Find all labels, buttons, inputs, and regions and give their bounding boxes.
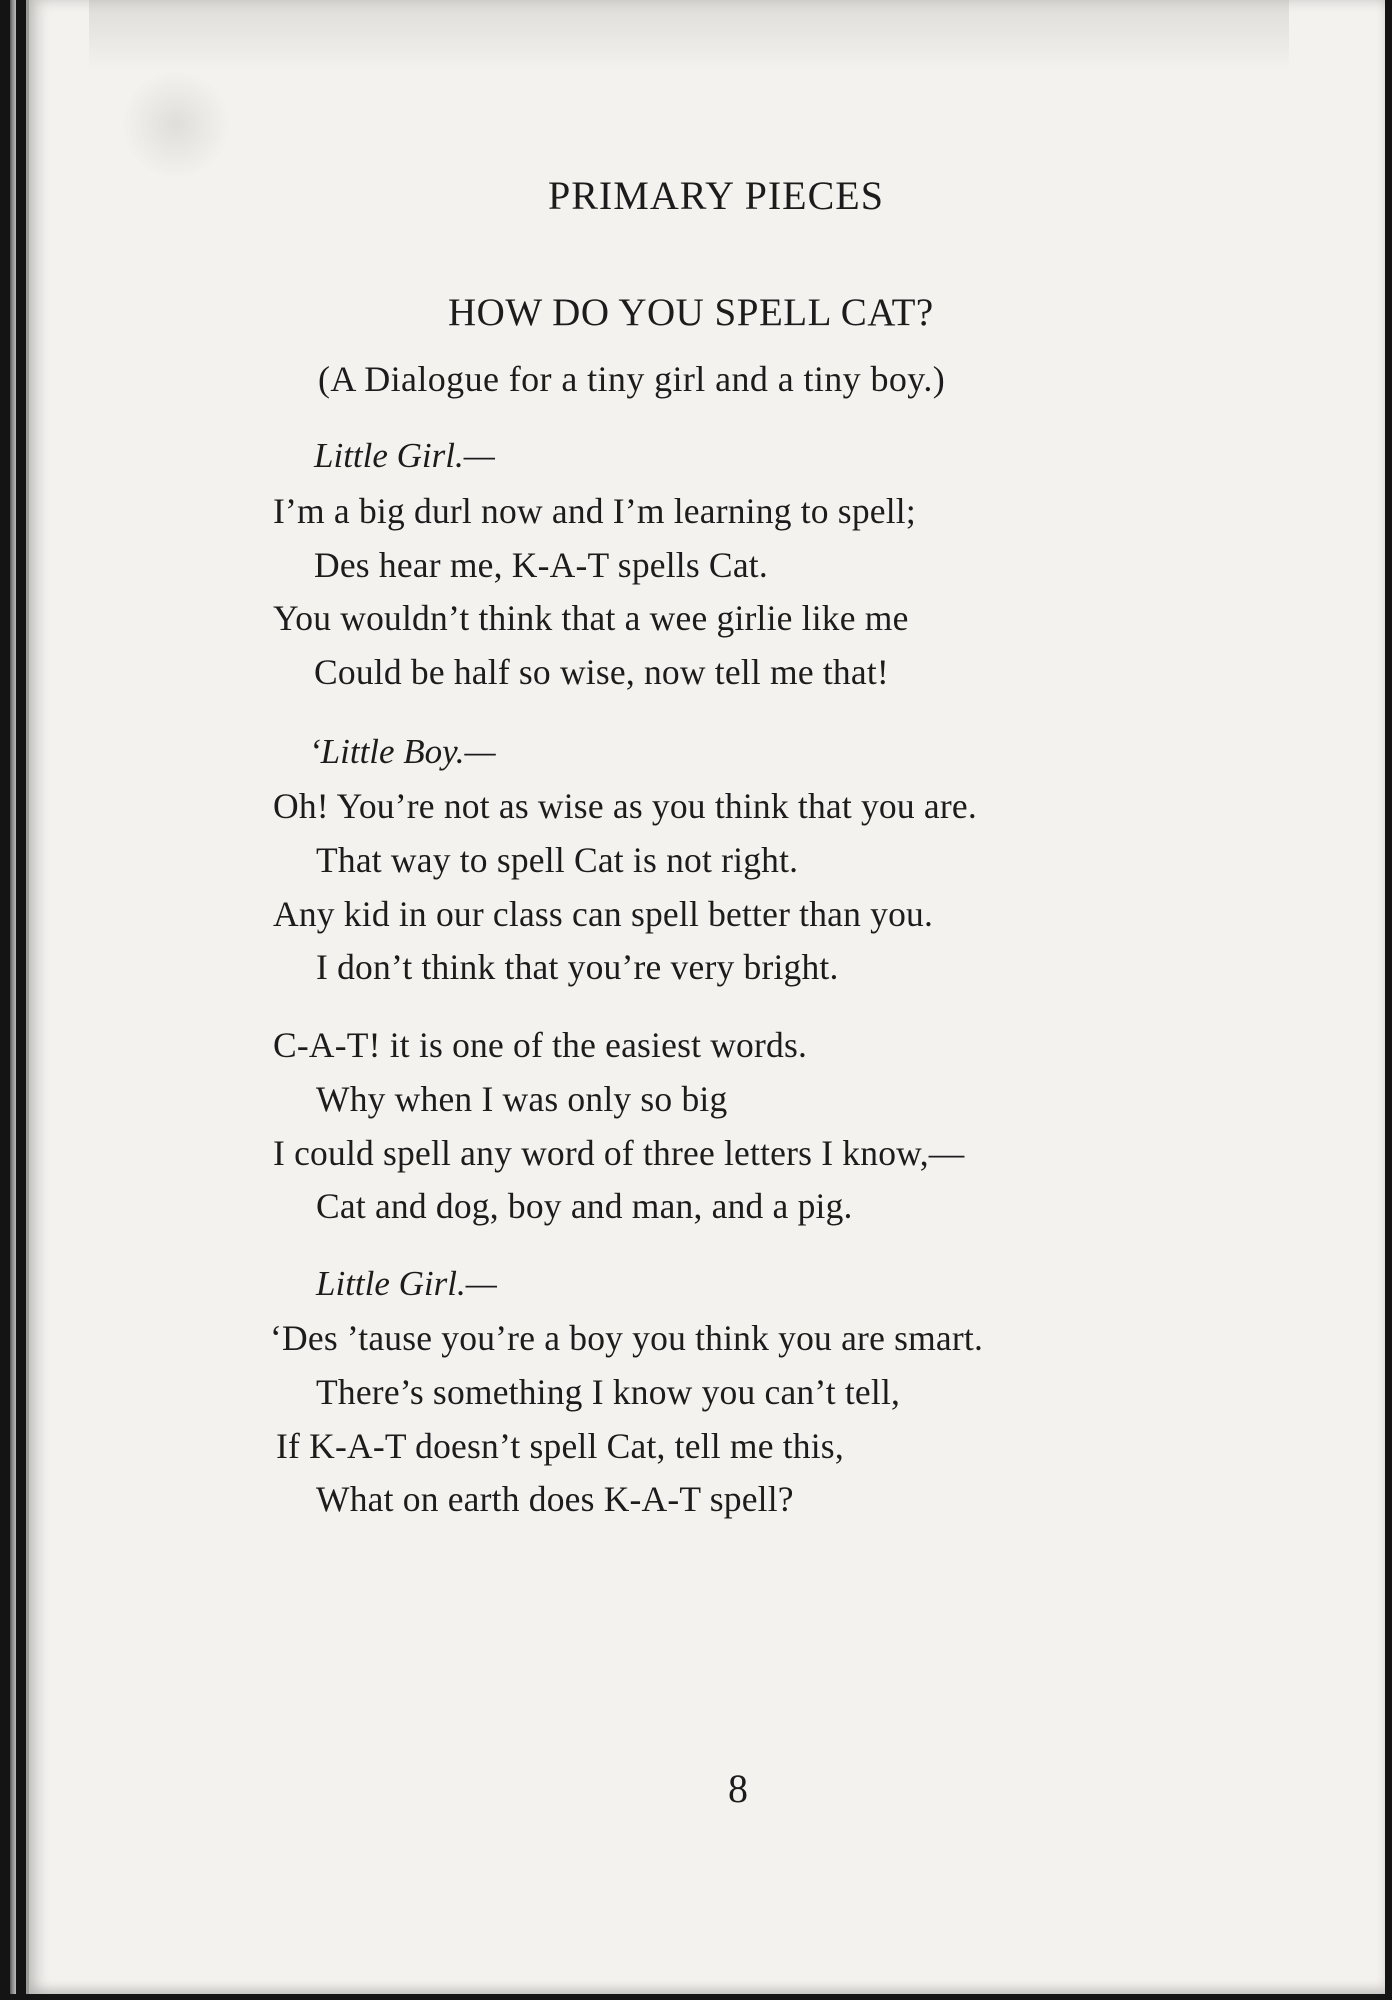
verse-line: Any kid in our class can spell better than you.	[273, 894, 934, 934]
verse-line: C-A-T! it is one of the easiest words.	[273, 1025, 808, 1065]
poem-subtitle: (A Dialogue for a tiny girl and a tiny boy.)	[318, 359, 946, 399]
verse-line: Oh! You’re not as wise as you think that you are.	[273, 786, 977, 826]
poem-title: HOW DO YOU SPELL CAT?	[448, 291, 934, 334]
verse-line: What on earth does K-A-T spell?	[316, 1479, 794, 1519]
verse-line: Cat and dog, boy and man, and a pig.	[316, 1186, 853, 1226]
verse-line: If K-A-T doesn’t spell Cat, tell me this,	[276, 1426, 844, 1466]
speaker-label: Little Girl.—	[316, 1264, 497, 1303]
verse-line: I could spell any word of three letters I know,—	[273, 1133, 965, 1173]
verse-line: There’s something I know you can’t tell,	[316, 1372, 901, 1412]
verse-line: I don’t think that you’re very bright.	[316, 947, 839, 987]
verse-line: Why when I was only so big	[316, 1079, 728, 1119]
page-number: 8	[728, 1766, 748, 1811]
running-header: PRIMARY PIECES	[548, 173, 884, 218]
page-stain	[121, 70, 231, 180]
verse-line: That way to spell Cat is not right.	[316, 840, 799, 880]
verse-line: Could be half so wise, now tell me that!	[314, 652, 889, 692]
page-edge	[10, 0, 16, 1994]
verse-line: Des hear me, K-A-T spells Cat.	[314, 545, 768, 585]
page-stain	[89, 0, 1289, 70]
verse-line: I’m a big durl now and I’m learning to spell;	[273, 491, 916, 531]
speaker-label: Little Girl.—	[314, 436, 495, 475]
verse-line: You wouldn’t think that a wee girlie like me	[273, 598, 909, 638]
verse-line: ʻDes ’tause you’re a boy you think you are smart.	[270, 1318, 984, 1358]
speaker-label: ʻLittle Boy.—	[309, 732, 496, 771]
